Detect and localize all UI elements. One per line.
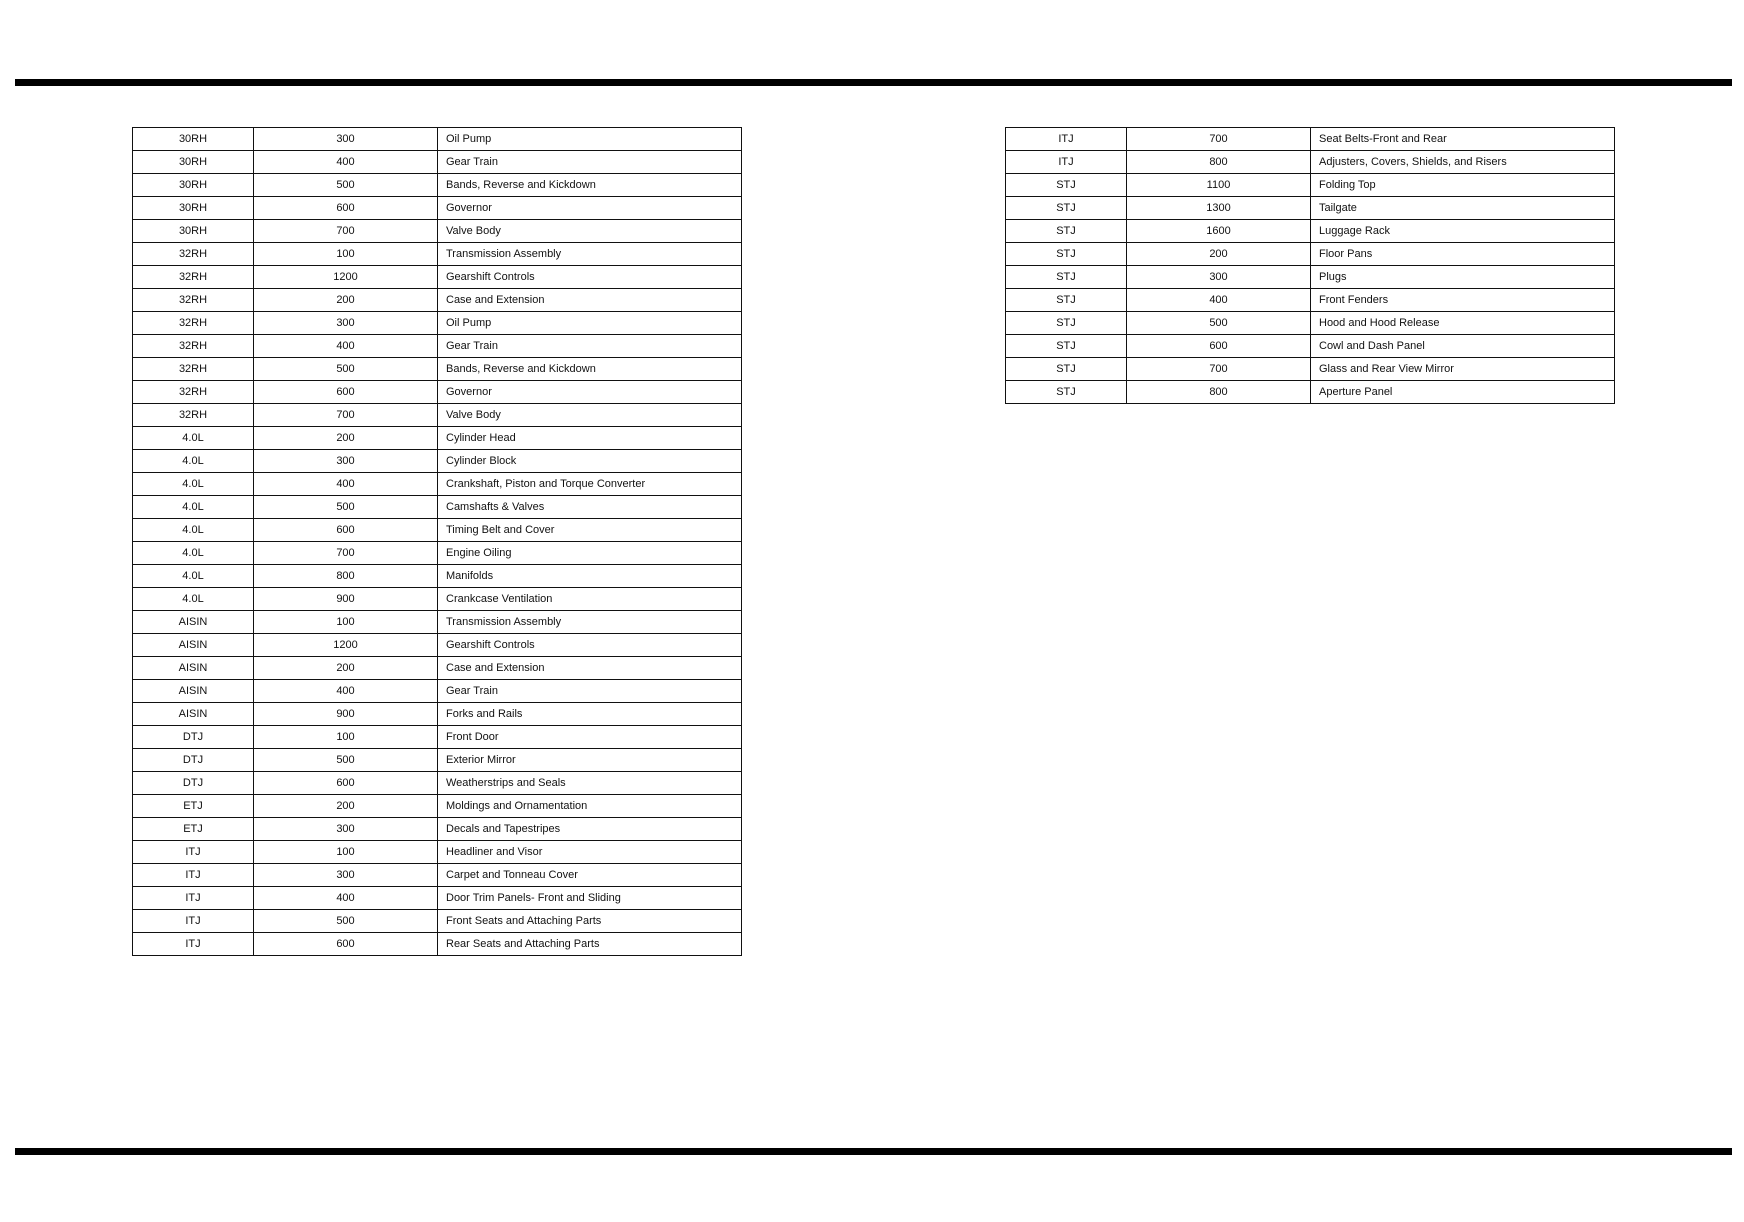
- cell-description: Engine Oiling: [438, 542, 742, 565]
- cell-description: Gearshift Controls: [438, 266, 742, 289]
- cell-code: ETJ: [133, 795, 254, 818]
- cell-number: 100: [254, 841, 438, 864]
- cell-number: 400: [254, 473, 438, 496]
- cell-description: Oil Pump: [438, 312, 742, 335]
- cell-description: Decals and Tapestripes: [438, 818, 742, 841]
- cell-number: 100: [254, 611, 438, 634]
- cell-number: 300: [254, 818, 438, 841]
- cell-description: Gearshift Controls: [438, 634, 742, 657]
- cell-number: 900: [254, 588, 438, 611]
- table-row: [133, 772, 742, 795]
- cell-number: 200: [254, 289, 438, 312]
- cell-description: Headliner and Visor: [438, 841, 742, 864]
- table-row: [133, 657, 742, 680]
- cell-number: 800: [1127, 151, 1311, 174]
- table-row: [133, 128, 742, 151]
- table-row: [1006, 174, 1615, 197]
- table-row: [133, 795, 742, 818]
- top-rule: [15, 79, 1732, 86]
- cell-code: 32RH: [133, 335, 254, 358]
- cell-number: 200: [254, 657, 438, 680]
- cell-number: 400: [254, 680, 438, 703]
- cell-description: Crankcase Ventilation: [438, 588, 742, 611]
- cell-number: 300: [254, 450, 438, 473]
- cell-code: 30RH: [133, 174, 254, 197]
- table-row: [1006, 197, 1615, 220]
- cell-number: 500: [254, 749, 438, 772]
- cell-number: 500: [254, 496, 438, 519]
- cell-code: 32RH: [133, 404, 254, 427]
- cell-code: 4.0L: [133, 542, 254, 565]
- table-row: [133, 243, 742, 266]
- cell-code: DTJ: [133, 772, 254, 795]
- cell-number: 600: [254, 197, 438, 220]
- left-parts-table: [132, 127, 742, 956]
- cell-description: Camshafts & Valves: [438, 496, 742, 519]
- table-row: [133, 450, 742, 473]
- cell-number: 1600: [1127, 220, 1311, 243]
- table-row: [133, 726, 742, 749]
- cell-number: 400: [1127, 289, 1311, 312]
- table-row: [133, 703, 742, 726]
- cell-description: Case and Extension: [438, 289, 742, 312]
- cell-description: Timing Belt and Cover: [438, 519, 742, 542]
- cell-code: ITJ: [133, 933, 254, 956]
- table-row: [133, 404, 742, 427]
- right-parts-table: [1005, 127, 1615, 404]
- cell-number: 300: [254, 864, 438, 887]
- table-row: [133, 381, 742, 404]
- cell-number: 300: [254, 312, 438, 335]
- cell-number: 100: [254, 243, 438, 266]
- cell-description: Oil Pump: [438, 128, 742, 151]
- table-row: [133, 588, 742, 611]
- cell-number: 1200: [254, 634, 438, 657]
- cell-code: STJ: [1006, 243, 1127, 266]
- cell-code: 4.0L: [133, 427, 254, 450]
- cell-number: 600: [254, 772, 438, 795]
- cell-code: 4.0L: [133, 496, 254, 519]
- table-row: [1006, 266, 1615, 289]
- cell-code: AISIN: [133, 703, 254, 726]
- cell-description: Weatherstrips and Seals: [438, 772, 742, 795]
- table-row: [1006, 220, 1615, 243]
- cell-number: 700: [254, 404, 438, 427]
- table-row: [133, 266, 742, 289]
- cell-code: AISIN: [133, 680, 254, 703]
- table-row: [133, 174, 742, 197]
- cell-description: Valve Body: [438, 220, 742, 243]
- cell-code: STJ: [1006, 174, 1127, 197]
- table-row: [133, 818, 742, 841]
- cell-description: Front Seats and Attaching Parts: [438, 910, 742, 933]
- table-row: [133, 220, 742, 243]
- bottom-rule: [15, 1148, 1732, 1155]
- cell-description: Aperture Panel: [1311, 381, 1615, 404]
- cell-code: AISIN: [133, 634, 254, 657]
- cell-code: AISIN: [133, 657, 254, 680]
- cell-code: 32RH: [133, 358, 254, 381]
- cell-number: 500: [254, 358, 438, 381]
- cell-code: ITJ: [1006, 128, 1127, 151]
- table-row: [133, 749, 742, 772]
- cell-description: Glass and Rear View Mirror: [1311, 358, 1615, 381]
- table-row: [133, 634, 742, 657]
- cell-number: 700: [1127, 128, 1311, 151]
- cell-number: 200: [1127, 243, 1311, 266]
- cell-number: 900: [254, 703, 438, 726]
- cell-description: Rear Seats and Attaching Parts: [438, 933, 742, 956]
- cell-code: STJ: [1006, 358, 1127, 381]
- cell-code: 4.0L: [133, 450, 254, 473]
- cell-code: ITJ: [133, 841, 254, 864]
- cell-code: ITJ: [1006, 151, 1127, 174]
- cell-code: STJ: [1006, 335, 1127, 358]
- cell-number: 500: [254, 910, 438, 933]
- cell-number: 1200: [254, 266, 438, 289]
- cell-description: Carpet and Tonneau Cover: [438, 864, 742, 887]
- table-row: [133, 565, 742, 588]
- cell-description: Bands, Reverse and Kickdown: [438, 174, 742, 197]
- cell-number: 700: [254, 220, 438, 243]
- cell-number: 300: [254, 128, 438, 151]
- cell-number: 400: [254, 335, 438, 358]
- cell-description: Governor: [438, 197, 742, 220]
- cell-code: 32RH: [133, 289, 254, 312]
- cell-number: 500: [1127, 312, 1311, 335]
- cell-description: Plugs: [1311, 266, 1615, 289]
- cell-number: 200: [254, 795, 438, 818]
- cell-code: 30RH: [133, 220, 254, 243]
- table-row: [133, 358, 742, 381]
- cell-number: 400: [254, 151, 438, 174]
- cell-number: 600: [254, 519, 438, 542]
- cell-number: 500: [254, 174, 438, 197]
- table-row: [133, 680, 742, 703]
- cell-number: 1100: [1127, 174, 1311, 197]
- cell-code: ITJ: [133, 864, 254, 887]
- table-row: [133, 496, 742, 519]
- cell-code: 4.0L: [133, 565, 254, 588]
- cell-number: 300: [1127, 266, 1311, 289]
- cell-description: Exterior Mirror: [438, 749, 742, 772]
- cell-number: 100: [254, 726, 438, 749]
- cell-description: Floor Pans: [1311, 243, 1615, 266]
- cell-code: STJ: [1006, 266, 1127, 289]
- cell-description: Luggage Rack: [1311, 220, 1615, 243]
- cell-code: 32RH: [133, 312, 254, 335]
- cell-code: 4.0L: [133, 519, 254, 542]
- table-row: [133, 197, 742, 220]
- cell-code: 4.0L: [133, 588, 254, 611]
- cell-number: 700: [1127, 358, 1311, 381]
- table-row: [1006, 312, 1615, 335]
- cell-description: Gear Train: [438, 335, 742, 358]
- cell-number: 400: [254, 887, 438, 910]
- cell-number: 600: [254, 381, 438, 404]
- table-row: [133, 289, 742, 312]
- cell-number: 800: [1127, 381, 1311, 404]
- cell-description: Moldings and Ornamentation: [438, 795, 742, 818]
- cell-description: Governor: [438, 381, 742, 404]
- table-row: [133, 887, 742, 910]
- cell-code: 30RH: [133, 197, 254, 220]
- cell-description: Seat Belts-Front and Rear: [1311, 128, 1615, 151]
- table-row: [133, 933, 742, 956]
- cell-description: Front Door: [438, 726, 742, 749]
- table-row: [1006, 151, 1615, 174]
- table-row: [133, 519, 742, 542]
- table-row: [133, 611, 742, 634]
- cell-description: Folding Top: [1311, 174, 1615, 197]
- cell-code: AISIN: [133, 611, 254, 634]
- cell-code: ITJ: [133, 887, 254, 910]
- cell-description: Valve Body: [438, 404, 742, 427]
- cell-code: DTJ: [133, 749, 254, 772]
- cell-description: Gear Train: [438, 680, 742, 703]
- cell-number: 600: [254, 933, 438, 956]
- cell-code: 32RH: [133, 381, 254, 404]
- cell-description: Front Fenders: [1311, 289, 1615, 312]
- cell-description: Transmission Assembly: [438, 243, 742, 266]
- table-row: [1006, 381, 1615, 404]
- cell-description: Transmission Assembly: [438, 611, 742, 634]
- table-row: [1006, 243, 1615, 266]
- cell-code: 4.0L: [133, 473, 254, 496]
- table-row: [133, 864, 742, 887]
- cell-description: Manifolds: [438, 565, 742, 588]
- cell-description: Case and Extension: [438, 657, 742, 680]
- table-row: [133, 841, 742, 864]
- cell-code: STJ: [1006, 289, 1127, 312]
- cell-description: Gear Train: [438, 151, 742, 174]
- cell-code: ITJ: [133, 910, 254, 933]
- cell-code: STJ: [1006, 312, 1127, 335]
- table-row: [133, 427, 742, 450]
- cell-number: 1300: [1127, 197, 1311, 220]
- cell-description: Forks and Rails: [438, 703, 742, 726]
- cell-number: 600: [1127, 335, 1311, 358]
- cell-code: 32RH: [133, 243, 254, 266]
- table-row: [133, 151, 742, 174]
- cell-description: Cylinder Block: [438, 450, 742, 473]
- cell-description: Bands, Reverse and Kickdown: [438, 358, 742, 381]
- cell-code: STJ: [1006, 381, 1127, 404]
- table-row: [1006, 128, 1615, 151]
- cell-code: 32RH: [133, 266, 254, 289]
- cell-code: DTJ: [133, 726, 254, 749]
- cell-description: Tailgate: [1311, 197, 1615, 220]
- cell-description: Cowl and Dash Panel: [1311, 335, 1615, 358]
- table-row: [1006, 358, 1615, 381]
- cell-description: Hood and Hood Release: [1311, 312, 1615, 335]
- cell-code: STJ: [1006, 220, 1127, 243]
- table-row: [133, 910, 742, 933]
- table-row: [133, 473, 742, 496]
- table-row: [1006, 289, 1615, 312]
- cell-number: 700: [254, 542, 438, 565]
- cell-number: 800: [254, 565, 438, 588]
- cell-description: Adjusters, Covers, Shields, and Risers: [1311, 151, 1615, 174]
- cell-code: 30RH: [133, 128, 254, 151]
- cell-code: STJ: [1006, 197, 1127, 220]
- cell-code: 30RH: [133, 151, 254, 174]
- cell-description: Door Trim Panels- Front and Sliding: [438, 887, 742, 910]
- table-row: [133, 312, 742, 335]
- cell-code: ETJ: [133, 818, 254, 841]
- table-row: [133, 335, 742, 358]
- cell-description: Crankshaft, Piston and Torque Converter: [438, 473, 742, 496]
- table-row: [1006, 335, 1615, 358]
- cell-description: Cylinder Head: [438, 427, 742, 450]
- table-row: [133, 542, 742, 565]
- cell-number: 200: [254, 427, 438, 450]
